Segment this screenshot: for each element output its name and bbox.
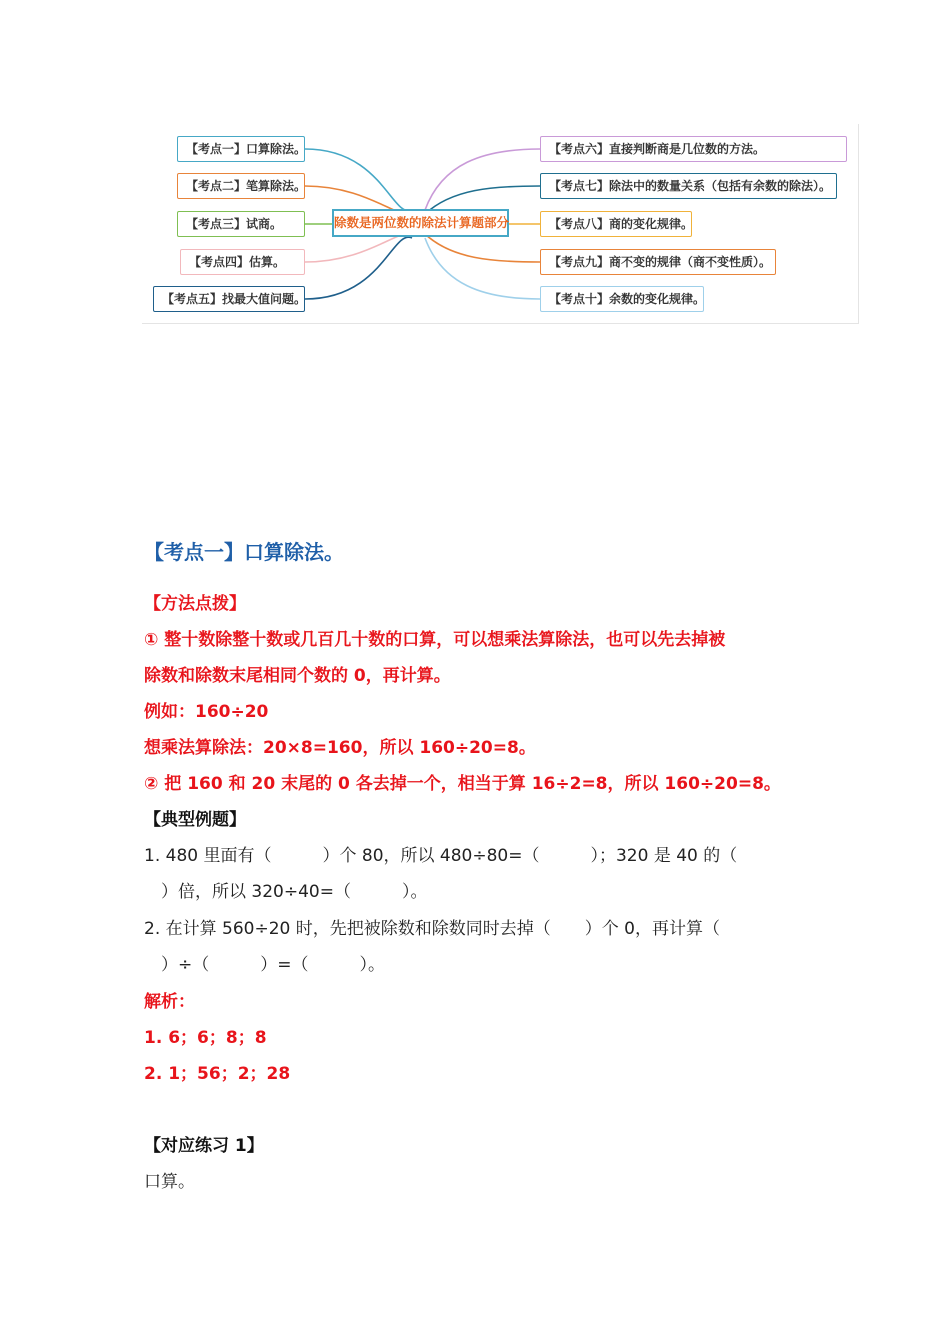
mind-map-node-2: 【考点二】笔算除法。 <box>177 173 305 199</box>
mind-map-node-6: 【考点六】直接判断商是几位数的方法。 <box>540 136 847 162</box>
mind-map <box>142 124 859 324</box>
method-line-1: ① 整十数除整十数或几百几十数的口算，可以想乘法算除法，也可以先去掉被 <box>144 630 726 650</box>
mind-map-node-7: 【考点七】除法中的数量关系（包括有余数的除法）。 <box>540 173 837 199</box>
typical-heading: 【典型例题】 <box>144 810 246 830</box>
analysis-heading: 解析： <box>144 992 195 1012</box>
example-line: 例如：160÷20 <box>144 702 269 722</box>
method-line-2: 除数和除数末尾相同个数的 0，再计算。 <box>144 666 451 686</box>
mind-map-node-5: 【考点五】找最大值问题。 <box>153 286 305 312</box>
mind-map-node-4: 【考点四】估算。 <box>180 249 305 275</box>
answer-1: 1. 6；6；8；8 <box>144 1028 267 1048</box>
answer-2: 2. 1；56；2；28 <box>144 1064 291 1084</box>
method-heading: 【方法点拨】 <box>144 594 246 614</box>
mind-map-center: 除数是两位数的除法计算题部分 <box>332 209 509 237</box>
section-title: 【考点一】口算除法。 <box>144 540 344 564</box>
practice-text: 口算。 <box>144 1172 195 1192</box>
question-2-line-1: 2. 在计算 560÷20 时，先把被除数和除数同时去掉（ ）个 0，再计算（ <box>144 919 720 939</box>
link-node-5 <box>305 237 412 299</box>
link-node-1 <box>305 149 412 211</box>
mind-map-node-10: 【考点十】余数的变化规律。 <box>540 286 704 312</box>
mind-map-node-9: 【考点九】商不变的规律（商不变性质）。 <box>540 249 776 275</box>
question-1-line-2: ）倍，所以 320÷40=（ ）。 <box>144 882 428 902</box>
practice-heading: 【对应练习 1】 <box>144 1136 264 1156</box>
method-line-3: ② 把 160 和 20 末尾的 0 各去掉一个，相当于算 16÷2=8，所以 160÷20=8。 <box>144 774 781 794</box>
question-2-line-2: ）÷（ ）=（ ）。 <box>144 955 385 975</box>
mind-map-node-3: 【考点三】试商。 <box>177 211 305 237</box>
mind-map-node-8: 【考点八】商的变化规律。 <box>540 211 692 237</box>
link-node-10 <box>425 238 540 299</box>
think-line: 想乘法算除法：20×8=160，所以 160÷20=8。 <box>144 738 536 758</box>
link-node-6 <box>425 149 540 210</box>
question-1-line-1: 1. 480 里面有（ ）个 80，所以 480÷80=（ ）；320 是 40 的（ <box>144 846 738 866</box>
mind-map-node-1: 【考点一】口算除法。 <box>177 136 305 162</box>
link-node-9 <box>425 234 540 262</box>
